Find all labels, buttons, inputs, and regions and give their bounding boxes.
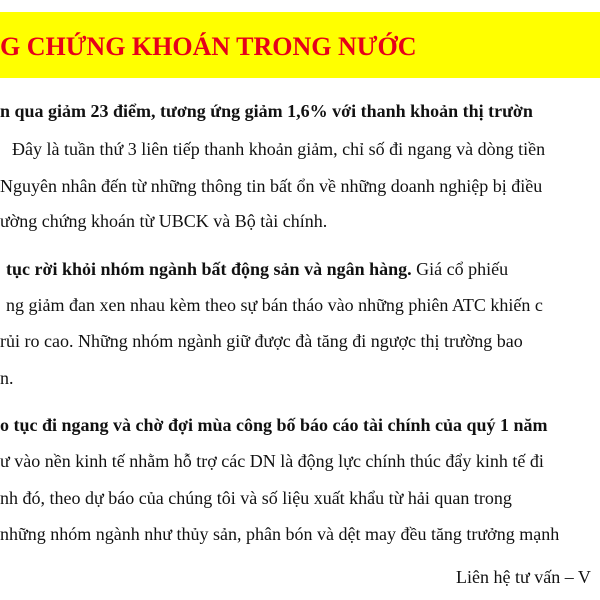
paragraph-2-line-1 [6,258,508,280]
plain-text: Nguyên nhân đến từ những thông tin bất ổn về những doanh nghiệp bị điều [0,176,543,196]
paragraph-1-line-1 [0,100,533,122]
bold-text: o tục đi ngang và chờ đợi mùa công bố báo cáo tài chính của quý 1 năm [0,415,548,435]
plain-text: n. [0,368,14,388]
paragraph-3-line-3 [0,487,512,509]
plain-text: nh đó, theo dự báo của chúng tôi và số liệu xuất khẩu từ hải quan trong [0,488,512,508]
paragraph-1-line-3 [0,175,542,197]
paragraph-3-line-4 [0,523,559,545]
paragraph-3-line-2 [0,450,544,472]
contact-footer: Liên hệ tư vấn – V [456,567,591,587]
plain-text: rủi ro cao. Những nhóm ngành giữ được đà tăng đi ngược thị trường bao [0,331,523,351]
paragraph-2-line-4 [0,367,14,389]
plain-text: Giá cổ phiếu [411,259,509,279]
bold-text: tục rời khỏi nhóm ngành bất động sản và ngân hàng. [6,259,412,279]
plain-text: Đây là tuần thứ 3 liên tiếp thanh khoản giảm, chỉ số đi ngang và dòng tiền [12,139,546,159]
paragraph-2-line-2 [6,294,543,316]
bold-text: n qua giảm 23 điểm, tương ứng giảm 1,6% với thanh khoản thị trườn [0,101,533,121]
plain-text: những nhóm ngành như thủy sản, phân bón và dệt may đều tăng trưởng mạnh [0,524,560,544]
plain-text: ường chứng khoán từ UBCK và Bộ tài chính. [0,211,328,231]
paragraph-1-line-4 [0,210,327,232]
page-title: G CHỨNG KHOÁN TRONG NƯỚC [0,32,417,61]
paragraph-2-line-3 [0,330,523,352]
plain-text: ng giảm đan xen nhau kèm theo sự bán tháo vào những phiên ATC khiến c [6,295,543,315]
paragraph-3-line-1 [0,414,548,436]
plain-text: ư vào nền kinh tế nhằm hỗ trợ các DN là động lực chính thúc đẩy kinh tế đi [0,451,544,471]
paragraph-1-line-2 [12,138,545,160]
